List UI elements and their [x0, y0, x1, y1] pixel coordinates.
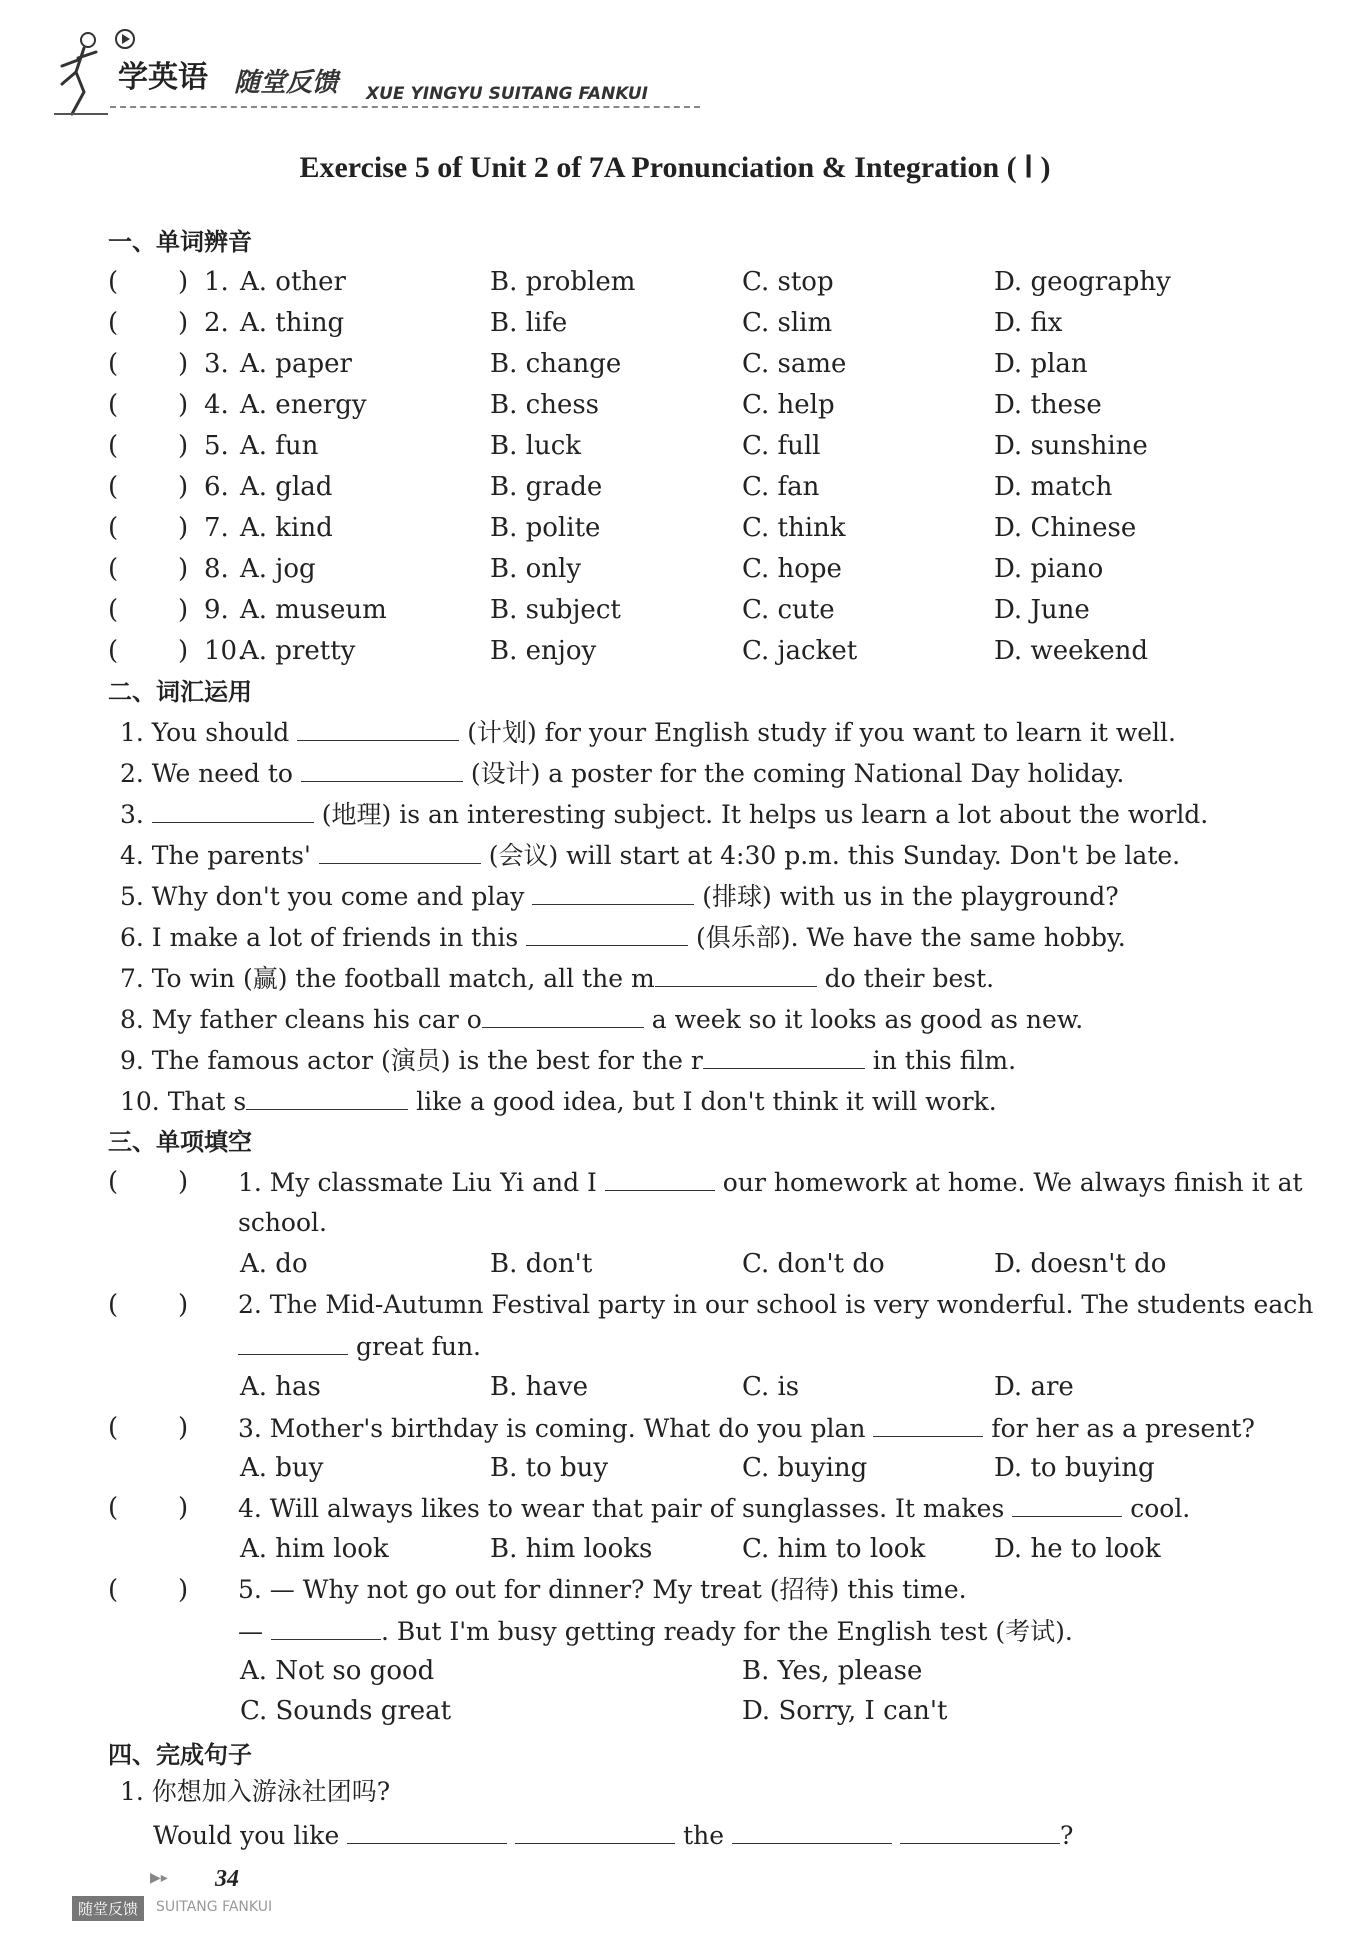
vocab-text-pre: 4. The parents' [120, 841, 319, 870]
option-b[interactable]: B. luck [490, 431, 582, 461]
answer-blank[interactable] [319, 835, 481, 864]
vocab-item [120, 958, 994, 999]
option-d[interactable]: D. sunshine [994, 431, 1148, 461]
option-b[interactable]: B. problem [490, 267, 636, 297]
play-icon [114, 28, 136, 50]
mc-q4-text: 4. Will always likes to wear that pair of sunglasses. It makes [238, 1494, 1013, 1523]
vocab-text-pre: 8. My father cleans his car o [120, 1005, 482, 1034]
answer-paren[interactable]: ( [108, 636, 119, 666]
answer-paren[interactable]: ( [108, 1413, 119, 1443]
brand-cn2: 随堂反馈 [234, 68, 339, 98]
vocab-item [120, 712, 1176, 753]
vocab-item [120, 835, 1180, 876]
question-number: 4. [204, 390, 229, 420]
paren-close: ) [178, 636, 189, 666]
brand-cn: 学英语 [118, 60, 208, 95]
option-d[interactable]: D. to buying [994, 1453, 1155, 1483]
mc-q1-text: 1. My classmate Liu Yi and I [238, 1168, 605, 1197]
option-c[interactable]: C. help [742, 390, 835, 420]
answer-blank[interactable] [482, 999, 644, 1028]
section-heading-mc: 三、单项填空 [108, 1128, 252, 1156]
vocab-text-post: a week so it looks as good as new. [643, 1005, 1084, 1034]
vocab-item [120, 876, 1119, 917]
option-c[interactable]: C. stop [742, 267, 834, 297]
option-c[interactable]: C. think [742, 513, 846, 543]
vocab-text-post: (地理) is an interesting subject. It helps us learn a lot about the world. [313, 800, 1209, 829]
answer-blank[interactable] [152, 794, 314, 823]
paren-close: ) [178, 431, 189, 461]
question-number: 1. [204, 267, 229, 297]
runner-logo-icon [48, 22, 118, 122]
option-a[interactable]: A. fun [240, 431, 319, 461]
vocab-item [120, 753, 1124, 794]
vocab-text-pre: 5. Why don't you come and play [120, 882, 533, 911]
option-c[interactable]: C. cute [742, 595, 835, 625]
answer-paren[interactable]: ( [108, 1290, 119, 1320]
option-b[interactable]: B. subject [490, 595, 621, 625]
option-d[interactable]: D. piano [994, 554, 1104, 584]
option-c[interactable]: C. same [742, 349, 847, 379]
answer-blank[interactable] [271, 1611, 381, 1640]
option-d[interactable]: D. plan [994, 349, 1088, 379]
vocab-text-pre: 9. The famous actor (演员) is the best for the r [120, 1046, 703, 1075]
paren-close: ) [178, 554, 189, 584]
paren-close: ) [178, 513, 189, 543]
answer-blank[interactable] [605, 1162, 715, 1191]
option-d[interactable]: D. Sorry, I can't [742, 1696, 948, 1726]
option-d[interactable]: D. he to look [994, 1534, 1161, 1564]
option-a[interactable]: A. jog [240, 554, 316, 584]
vocab-text-post: (排球) with us in the playground? [694, 882, 1119, 911]
paren-close: ) [178, 390, 189, 420]
paren-close: ) [178, 472, 189, 502]
vocab-item [120, 794, 1208, 835]
answer-blank[interactable] [297, 712, 459, 741]
section-heading-pronunciation: 一、单词辨音 [108, 228, 252, 256]
answer-paren[interactable]: ( [108, 1167, 119, 1197]
answer-paren[interactable]: ( [108, 513, 119, 543]
vocab-text-pre: 7. To win (赢) the football match, all the m [120, 964, 655, 993]
option-d[interactable]: D. are [994, 1372, 1074, 1402]
answer-paren[interactable]: ( [108, 1493, 119, 1523]
question-number: 2. [204, 308, 229, 338]
option-a[interactable]: A. energy [240, 390, 367, 420]
answer-paren[interactable]: ( [108, 390, 119, 420]
option-b[interactable]: B. life [490, 308, 568, 338]
vocab-text-post: like a good idea, but I don't think it will work. [408, 1087, 997, 1116]
answer-paren[interactable]: ( [108, 267, 119, 297]
question-number: 3. [204, 349, 229, 379]
answer-blank[interactable] [526, 917, 688, 946]
option-a[interactable]: A. do [240, 1249, 308, 1279]
option-a[interactable]: A. thing [240, 308, 345, 338]
option-d[interactable]: D. Chinese [994, 513, 1137, 543]
option-c[interactable]: C. is [742, 1372, 800, 1402]
option-b[interactable]: B. have [490, 1372, 588, 1402]
answer-blank[interactable] [900, 1815, 1060, 1844]
option-b[interactable]: B. don't [490, 1249, 593, 1279]
option-b[interactable]: B. enjoy [490, 636, 597, 666]
option-a[interactable]: A. buy [240, 1453, 324, 1483]
option-b[interactable]: B. to buy [490, 1453, 609, 1483]
vocab-text-pre: 3. [120, 800, 152, 829]
footer-tag: 随堂反馈 [72, 1896, 144, 1921]
vocab-item [120, 1040, 1016, 1081]
option-c[interactable]: C. Sounds great [240, 1696, 452, 1726]
option-a[interactable]: A. kind [240, 513, 333, 543]
paren-close: ) [178, 595, 189, 625]
answer-paren[interactable]: ( [108, 472, 119, 502]
option-c[interactable]: C. buying [742, 1453, 868, 1483]
option-a[interactable]: A. glad [240, 472, 333, 502]
option-c[interactable]: C. don't do [742, 1249, 885, 1279]
option-d[interactable]: D. weekend [994, 636, 1149, 666]
vocab-text-pre: 10. That s [120, 1087, 247, 1116]
answer-paren[interactable]: ( [108, 554, 119, 584]
option-c[interactable]: C. fan [742, 472, 820, 502]
answer-blank[interactable] [873, 1408, 983, 1437]
question-number: 9. [204, 595, 229, 625]
section-heading-complete: 四、完成句子 [108, 1741, 252, 1769]
option-a[interactable]: A. paper [240, 349, 352, 379]
footer-arrow-icon: ▶▸ [150, 1870, 168, 1886]
question-number: 7. [204, 513, 229, 543]
option-d[interactable]: D. these [994, 390, 1102, 420]
answer-blank[interactable] [732, 1815, 892, 1844]
option-d[interactable]: D. geography [994, 267, 1171, 297]
vocab-text-post: (设计) a poster for the coming National Day holiday. [462, 759, 1125, 788]
option-b[interactable]: B. Yes, please [742, 1656, 923, 1686]
mc-q2-text: 2. The Mid-Autumn Festival party in our school is very wonderful. The students each [238, 1290, 1314, 1319]
paren-close: ) [178, 267, 189, 297]
page: 学英语 随堂反馈 XUE YINGYU SUITANG FANKUI Exercise 5 of Unit 2 of 7A Pronunciation & Integration ( Ⅰ ) 一、单词辨音 ( ) 1. A. other B. problem C. stop D. geography ( ) 2. A. thing B. life C. slim D. fix ( ) 3. A. paper B. change C. same D. plan ( ) 4. A. energy B. chess C. help D. these ( ) 5. A. fun B. luck C. full D. sunshine ( ) 6. A. glad B. grade C. fan D. match ( ) 7. A. kind B. polite C. think D. Chinese ( ) 8. A. jog B. only C. hope D. piano ( ) 9. A. museum B. subject C. cute D. June ( ) 10. A. pretty B. enjoy C. jacket D. weekend 二、词汇运用 1. You should (计划) for your English study if you want to learn it well. 2. We need to (设计) a poster for the coming National Day holiday. 3. (地理) is an interesting subject. It helps us learn a lot about the world. 4. The parents' (会议) will start at 4:30 p.m. this Sunday. Don't be late. 5. Why don't you come and play (排球) with us in the playground? 6. I make a lot of friends in this (俱乐部). We have the same hobby. 7. To win (赢) the football match, all the m do their best. 8. My father cleans his car o a week so it looks as good as new. 9. The famous actor (演员) is the best for the r in this film. 10. That s like a good idea, but I don't think it will work. 三、单项填空 ( ) 1. My classmate Liu Yi and I our homework at home. We always finish it at school. A. do B. don't C. don't do D. doesn't do ( ) 2. The Mid-Autumn Festival party in our school is very wonderful. The students each great fun. A. has B. have C. is D. are ( ) 3. Mother's birthday is coming. What do you plan for her as a present? A. buy B. to buy C. buying D. to buying ( ) 4. Will always likes to wear that pair of sunglasses. It makes cool. A. him look B. him looks C. him to look D. he to look ( ) 5. — Why not go out for dinner? My treat (招待) this time. — . But I'm busy getting ready for the English test (考试). A. Not so good B. Yes, please C. Sounds great D. Sorry, I can't 四、完成句子 1. 你想加入游泳社团吗? Would you like the ? ▶▸ 34 随堂反馈 SUITANG FANKUI [0, 0, 1350, 1943]
complete-q1-cn: 1. 你想加入游泳社团吗? [120, 1777, 391, 1806]
option-c[interactable]: C. hope [742, 554, 842, 584]
page-header [48, 22, 668, 122]
vocab-text-post: (俱乐部). We have the same hobby. [688, 923, 1126, 952]
answer-blank[interactable] [347, 1815, 507, 1844]
mc-q1-cont: school. [238, 1208, 327, 1237]
option-a[interactable]: A. has [240, 1372, 321, 1402]
option-d[interactable]: D. match [994, 472, 1113, 502]
vocab-text-post: do their best. [816, 964, 995, 993]
mc-q5-text: 5. — Why not go out for dinner? My treat (招待) this time. [238, 1575, 967, 1604]
option-c[interactable]: C. jacket [742, 636, 858, 666]
option-c[interactable]: C. slim [742, 308, 833, 338]
answer-blank[interactable] [238, 1326, 348, 1355]
vocab-text-post: (计划) for your English study if you want to learn it well. [459, 718, 1176, 747]
answer-blank[interactable] [246, 1081, 408, 1110]
vocab-item [120, 1081, 997, 1122]
option-d[interactable]: D. fix [994, 308, 1063, 338]
option-b[interactable]: B. chess [490, 390, 600, 420]
vocab-text-pre: 2. We need to [120, 759, 301, 788]
option-a[interactable]: A. pretty [240, 636, 356, 666]
mc-q2-cont: great fun. [238, 1326, 481, 1367]
answer-blank[interactable] [515, 1815, 675, 1844]
answer-paren[interactable]: ( [108, 595, 119, 625]
answer-paren[interactable]: ( [108, 431, 119, 461]
complete-q1-line: Would you like the ? [153, 1815, 1073, 1856]
vocab-item [120, 999, 1083, 1040]
option-c[interactable]: C. him to look [742, 1534, 926, 1564]
option-b[interactable]: B. polite [490, 513, 601, 543]
option-a[interactable]: A. him look [240, 1534, 389, 1564]
option-a[interactable]: A. other [240, 267, 346, 297]
question-number: 10. [204, 636, 246, 666]
answer-paren[interactable]: ( [108, 1575, 119, 1605]
vocab-text-post: in this film. [864, 1046, 1017, 1075]
header-divider [110, 106, 700, 108]
answer-paren[interactable]: ( [108, 349, 119, 379]
option-b[interactable]: B. grade [490, 472, 603, 502]
option-d[interactable]: D. June [994, 595, 1090, 625]
option-a[interactable]: A. Not so good [240, 1656, 435, 1686]
mc-q5-cont: — . But I'm busy getting ready for the English test (考试). [238, 1611, 1073, 1652]
option-a[interactable]: A. museum [240, 595, 387, 625]
answer-blank[interactable] [1012, 1488, 1122, 1517]
option-b[interactable]: B. only [490, 554, 582, 584]
mc-q3-text: 3. Mother's birthday is coming. What do you plan [238, 1414, 874, 1443]
vocab-text-pre: 1. You should [120, 718, 298, 747]
answer-blank[interactable] [655, 958, 817, 987]
page-number: 34 [215, 1866, 239, 1892]
option-d[interactable]: D. doesn't do [994, 1249, 1167, 1279]
question-number: 5. [204, 431, 229, 461]
vocab-text-pre: 6. I make a lot of friends in this [120, 923, 527, 952]
vocab-item [120, 917, 1126, 958]
answer-blank[interactable] [532, 876, 694, 905]
answer-paren[interactable]: ( [108, 308, 119, 338]
vocab-text-post: (会议) will start at 4:30 p.m. this Sunday. Don't be late. [480, 841, 1181, 870]
footer-en: SUITANG FANKUI [156, 1899, 273, 1915]
answer-blank[interactable] [703, 1040, 865, 1069]
answer-blank[interactable] [301, 753, 463, 782]
option-c[interactable]: C. full [742, 431, 821, 461]
option-b[interactable]: B. change [490, 349, 622, 379]
paren-close: ) [178, 349, 189, 379]
page-title: Exercise 5 of Unit 2 of 7A Pronunciation & Integration ( Ⅰ ) [299, 151, 1051, 184]
question-number: 6. [204, 472, 229, 502]
section-heading-vocab: 二、词汇运用 [108, 678, 252, 706]
paren-close: ) [178, 308, 189, 338]
question-number: 8. [204, 554, 229, 584]
brand-en: XUE YINGYU SUITANG FANKUI [366, 84, 649, 104]
option-b[interactable]: B. him looks [490, 1534, 653, 1564]
